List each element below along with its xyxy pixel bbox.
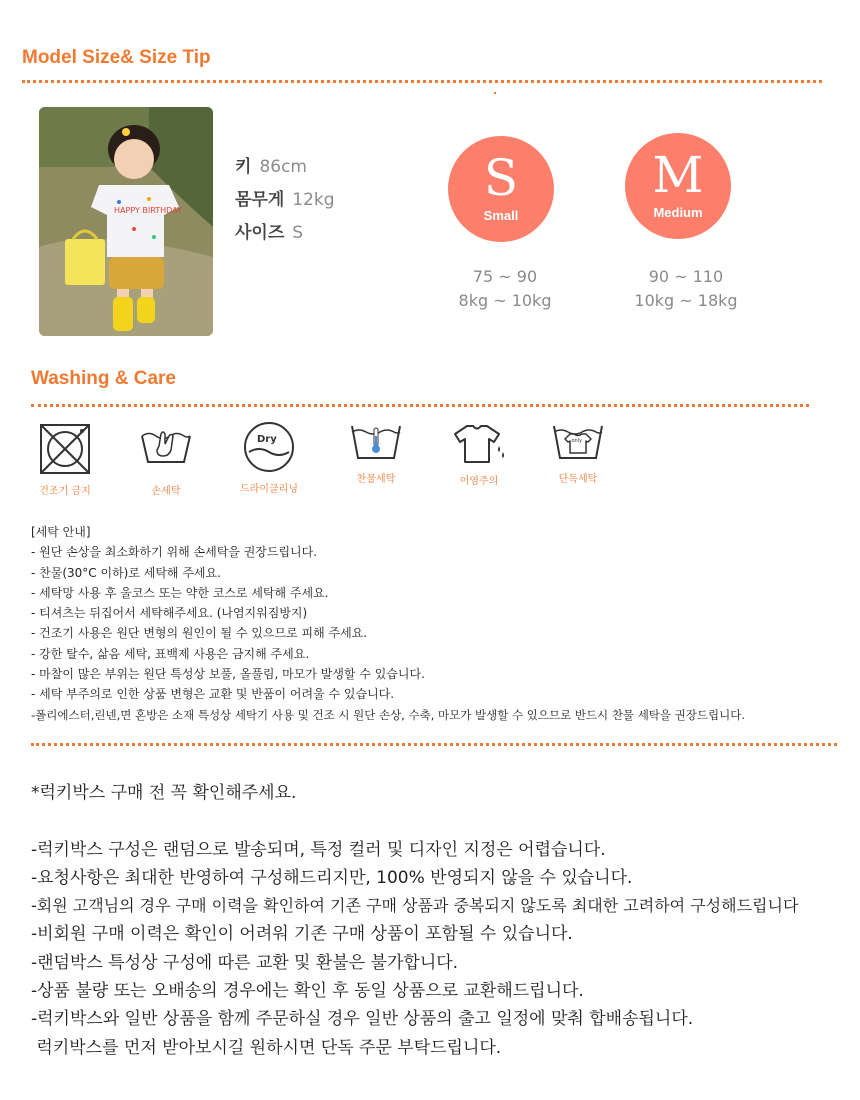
size-name: Small	[483, 208, 519, 223]
lucky-box-line: -상품 불량 또는 오배송의 경우에는 확인 후 동일 상품으로 교환해드립니다.	[31, 981, 584, 1002]
care-color-transfer	[429, 422, 529, 487]
care-no-tumble-dry	[15, 422, 115, 497]
care-label: 건조기 금지	[39, 486, 91, 497]
dry-text: Dry	[257, 434, 277, 445]
section-divider	[31, 743, 837, 746]
care-label: 찬물세탁	[356, 474, 396, 485]
size-letter: S	[483, 149, 519, 207]
height-range: 75 ~ 90	[472, 267, 538, 286]
shirt-print: HAPPY BIRTHDAY	[114, 206, 182, 215]
note-line: - 건조기 사용은 원단 변형의 원인이 될 수 있으므로 피해 주세요.	[31, 626, 368, 641]
wash-separately-icon	[551, 422, 605, 464]
hand-wash-icon	[139, 424, 193, 466]
blank-line	[31, 807, 798, 835]
lucky-box-notice	[31, 779, 798, 1062]
note-line: - 마찰이 많은 부위는 원단 특성상 보풀, 올풀림, 마모가 발생할 수 있습니다.	[31, 667, 425, 682]
lucky-box-line: -럭키박스 구성은 랜덤으로 발송되며, 특정 컬러 및 디자인 지정은 어렵습니다.	[31, 839, 606, 860]
weight-value: 12kg	[292, 190, 335, 210]
lucky-box-line: -비회원 구매 이력은 확인이 어려워 기존 구매 상품이 포함될 수 있습니다.	[31, 924, 573, 945]
size-range-medium	[616, 265, 756, 313]
lucky-box-line: 럭키박스를 먼저 받아보시길 원하시면 단독 주문 부탁드립니다.	[31, 1037, 502, 1058]
lucky-box-line: -회원 고객님의 경우 구매 이력을 확인하여 기존 구매 상품과 중복되지 않도록 최대한 고려하여 구성해드립니다	[31, 896, 799, 916]
note-line: - 세탁망 사용 후 울코스 또는 약한 코스로 세탁해 주세요.	[31, 585, 329, 600]
size-label: 사이즈	[235, 223, 285, 243]
only-text: only	[571, 438, 583, 444]
lucky-box-line: -럭키박스와 일반 상품을 함께 주문하실 경우 일반 상품의 출고 일정에 맞춰 합배송됩니다.	[31, 1009, 694, 1030]
care-cold-water	[326, 422, 426, 485]
care-label: 이염주의	[459, 476, 499, 487]
note-line: -폴리에스터,린넨,면 혼방은 소재 특성상 세탁기 사용 및 건조 시 원단 손상, 수축, 마모가 발생할 수 있으므로 반드시 찬물 세탁을 권장드립니다.	[31, 707, 745, 722]
no-tumble-dry-icon	[38, 422, 92, 476]
size-badge-small	[448, 136, 554, 242]
model-stats	[235, 152, 335, 251]
care-label: 단독세탁	[558, 474, 598, 485]
section-divider	[31, 404, 809, 407]
care-label: 드라이클리닝	[240, 484, 298, 495]
note-line: - 티셔츠는 뒤집어서 세탁해주세요. (나염지워짐방지)	[31, 606, 308, 621]
care-hand-wash	[116, 424, 216, 497]
lucky-box-line: -요청사항은 최대한 반영하여 구성해드리지만, 100% 반영되지 않을 수 있습니다.	[31, 867, 633, 888]
note-line: - 강한 탈수, 삶음 세탁, 표백제 사용은 금지해 주세요.	[31, 646, 310, 661]
size-value: S	[292, 223, 304, 243]
cold-water-wash-icon	[349, 422, 403, 464]
color-transfer-icon	[451, 422, 507, 466]
divider-dot	[494, 92, 496, 94]
height-value: 86cm	[259, 157, 307, 177]
section-divider	[22, 80, 822, 83]
size-letter: M	[652, 146, 704, 204]
weight-stat	[235, 185, 335, 218]
model-size-title: Model Size& Size Tip	[22, 47, 211, 68]
care-label: 손세탁	[151, 486, 181, 497]
height-label: 키	[235, 157, 252, 177]
lucky-box-heading: *럭키박스 구매 전 꼭 확인해주세요.	[31, 783, 297, 803]
size-name: Medium	[653, 205, 703, 220]
size-badge-medium	[625, 133, 731, 239]
weight-label: 몸무게	[235, 190, 285, 210]
size-stat	[235, 218, 335, 251]
hair-clip-icon	[122, 128, 130, 136]
care-wash-separately	[528, 422, 628, 485]
size-range-small	[435, 265, 575, 313]
note-line: - 세탁 부주의로 인한 상품 변형은 교환 및 반품이 어려울 수 있습니다.	[31, 687, 395, 702]
washing-notes	[31, 522, 745, 725]
note-line: - 찬물(30°C 이하)로 세탁해 주세요.	[31, 565, 221, 580]
height-stat	[235, 152, 335, 185]
lucky-box-line: -랜덤박스 특성상 구성에 따른 교환 및 환불은 불가합니다.	[31, 952, 459, 973]
dry-clean-icon	[241, 420, 297, 474]
washing-care-title: Washing & Care	[31, 368, 176, 389]
model-photo	[39, 107, 213, 336]
note-line: - 원단 손상을 최소화하기 위해 손세탁을 권장드립니다.	[31, 545, 318, 560]
weight-range: 10kg ~ 18kg	[634, 291, 738, 310]
weight-range: 8kg ~ 10kg	[458, 291, 552, 310]
height-range: 90 ~ 110	[648, 267, 724, 286]
notes-heading: [세탁 안내]	[31, 525, 91, 539]
care-dry-clean	[219, 420, 319, 495]
